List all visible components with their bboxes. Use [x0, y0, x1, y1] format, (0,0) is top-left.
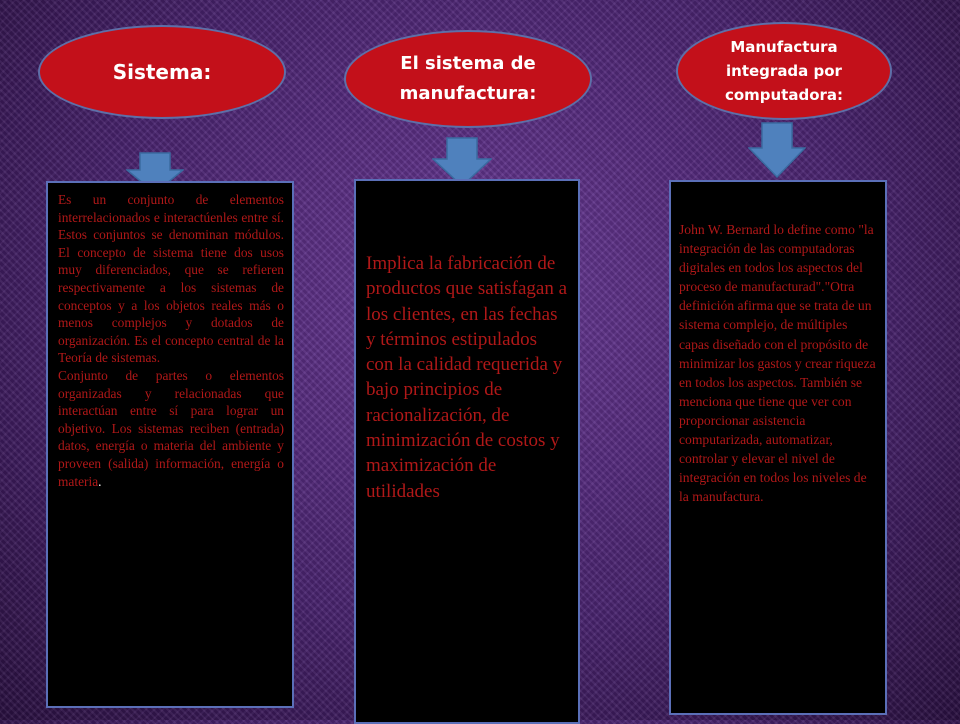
sistema-paragraph-2 [58, 367, 284, 490]
down-arrow-icon [748, 122, 806, 178]
cim-text-box [669, 180, 887, 715]
manufactura-paragraph: Implica la fabricación de productos que satisfagan a los clientes, en las fechas y términos estipulados con la calidad requerida y bajo principios de racionalización, de minimización de costos y maximización de utilidades [366, 253, 568, 502]
sistema-text-box [46, 181, 294, 708]
header-sistema [38, 25, 286, 119]
sistema-paragraph-1: Es un conjunto de elementos interrelacionados e interactúenles entre sí. Estos conjuntos se denominan módulos. El concepto de sistema tiene dos usos muy diferenciados, que se refieren respectivamente a los sistemas de conceptos y a los objetos reales más o menos complejos y dotados de organización. Es el concepto central de la Teoría de sistemas. [58, 192, 284, 366]
sistema-paragraph-2-end: . [98, 473, 102, 489]
cim-paragraph: John W. Bernard lo define como "la integración de las computadoras digitales en todos los aspectos del proceso de manufacturad"."Otra definición afirma que se trata de un sistema complejo, de múltiples capas diseñado con el propósito de minimizar los gastos y crear riqueza en todos los aspectos. También se menciona que tiene que ver con proporcionar asistencia computarizada, automatizar, controlar y elevar el nivel de integración en todos los niveles de la manufactura. [679, 222, 876, 505]
manufactura-text-box [354, 179, 580, 724]
sistema-paragraph-2-text: Conjunto de partes o elementos organizadas y relacionadas que interactúan entre sí para lograr un objetivo. Los sistemas reciben (entrada) datos, energía o materia del ambiente y proveen (salida) información, energía o materia [58, 367, 284, 489]
header-cim-label: Manufactura integrada por computadora: [724, 38, 844, 104]
header-cim [676, 22, 892, 120]
header-sistema-manufactura [344, 30, 592, 128]
header-sistema-label: Sistema: [112, 60, 212, 84]
header-sistema-manufactura-label: El sistema de manufactura: [399, 53, 537, 104]
